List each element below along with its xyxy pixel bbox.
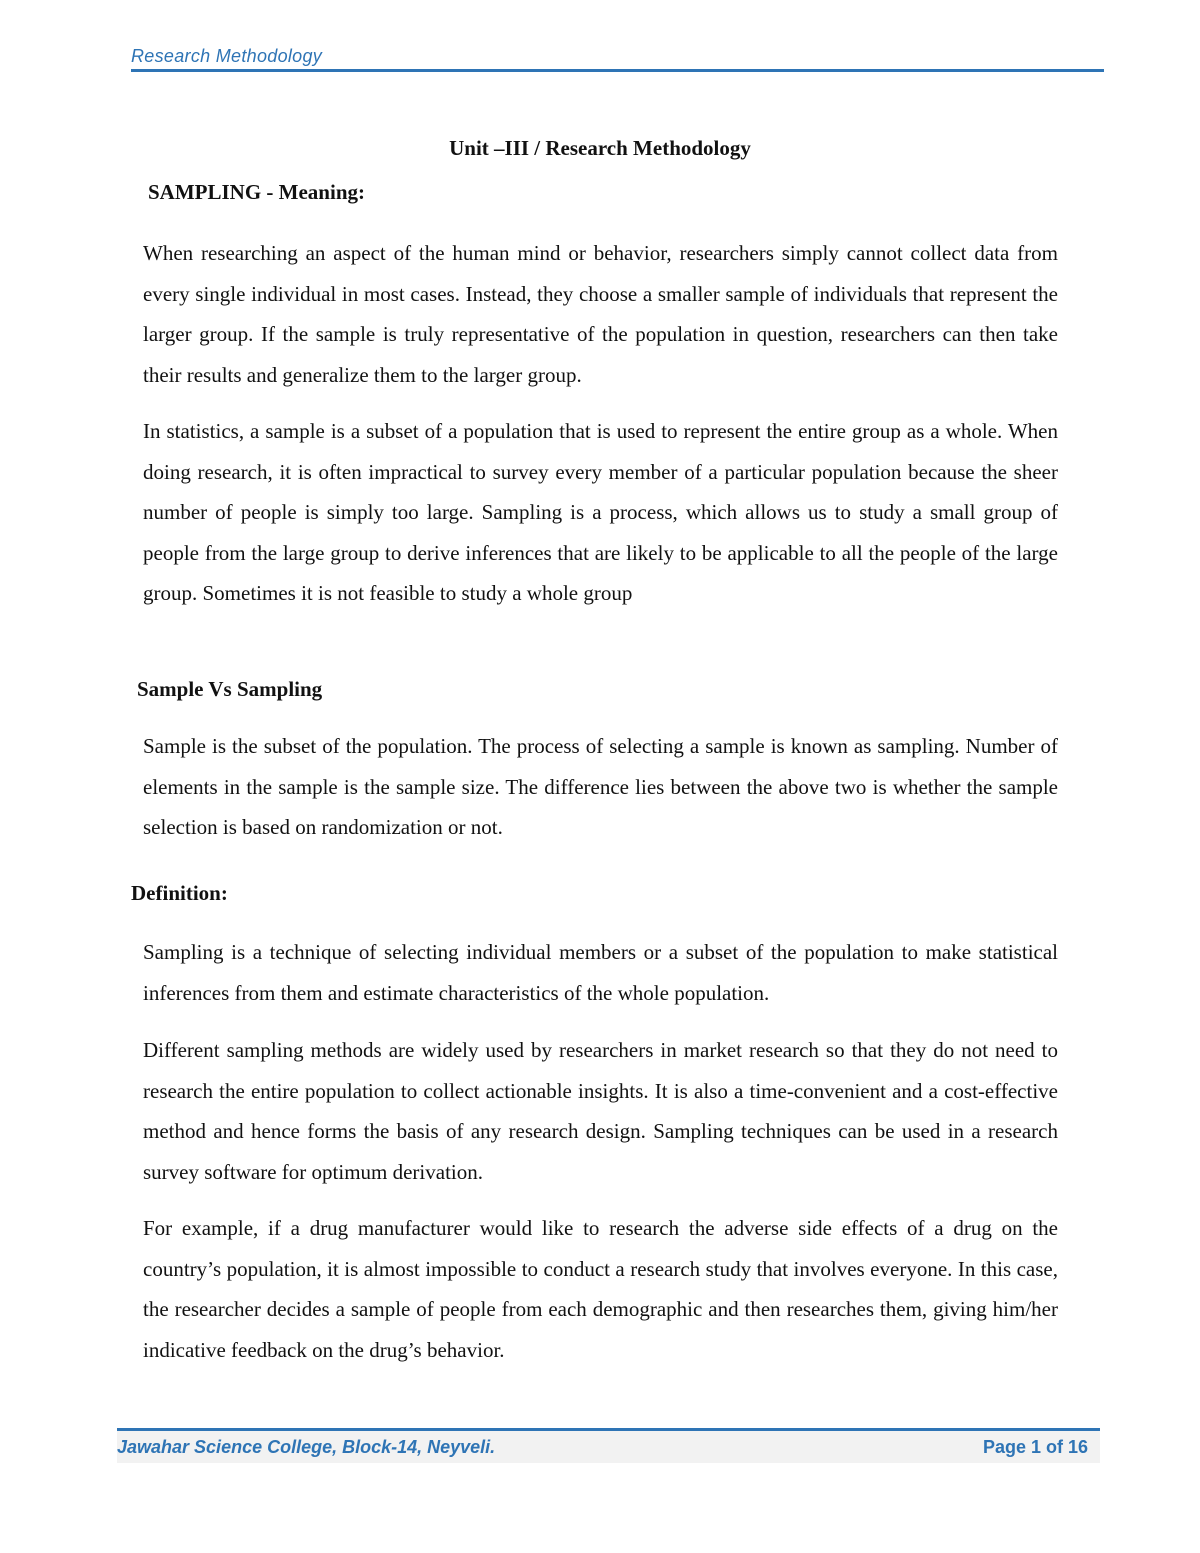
paragraph-statistics-sample: In statistics, a sample is a subset of a population that is used to represent the entire group as a whole. When doing research, it is often impractical to survey every member of a particular population because the sheer number of people is simply too large. Sampling is a process, which allows us to study a small group of people from the large group to derive inferences that are likely to be applicable to all the people of the large group. Sometimes it is not feasible to study a whole group [143, 419, 1058, 605]
heading-definition: Definition: [131, 881, 228, 905]
paragraph-sampling-methods: Different sampling methods are widely used by researchers in market research so that they do not need to research the entire population to collect actionable insights. It is also a time-convenient and a cost-effective method and hence forms the basis of any research design. Sampling techniques can be used in a research survey software for optimum derivation. [143, 1038, 1058, 1184]
paragraph-sample-vs-sampling: Sample is the subset of the population. The process of selecting a sample is known as sampling. Number of elements in the sample is the sample size. The difference lies between the above two is whether the sample selection is based on randomization or not. [143, 734, 1058, 839]
header-rule [131, 69, 1104, 72]
paragraph-sampling-intro: When researching an aspect of the human mind or behavior, researchers simply cannot collect data from every single individual in most cases. Instead, they choose a smaller sample of individuals that represent the larger group. If the sample is truly representative of the population in question, researchers can then take their results and generalize them to the larger group. [143, 241, 1058, 387]
running-title: Research Methodology [131, 46, 323, 66]
paragraph-drug-example: For example, if a drug manufacturer would like to research the adverse side effects of a drug on the country’s population, it is almost impossible to conduct a research study that involves everyone. In this case, the researcher decides a sample of people from each demographic and then researches them, giving him/her indicative feedback on the drug’s behavior. [143, 1216, 1058, 1362]
page-number: Page 1 of 16 [982, 1437, 1088, 1457]
heading-sampling-meaning: SAMPLING - Meaning: [148, 180, 365, 204]
heading-sample-vs-sampling: Sample Vs Sampling [137, 677, 323, 701]
paragraph-definition: Sampling is a technique of selecting individual members or a subset of the population to make statistical inferences from them and estimate characteristics of the whole population. [143, 940, 1058, 1005]
document-title: Unit –III / Research Methodology [449, 136, 751, 160]
footer-college-name: Jawahar Science College, Block-14, Neyveli. [117, 1437, 496, 1457]
